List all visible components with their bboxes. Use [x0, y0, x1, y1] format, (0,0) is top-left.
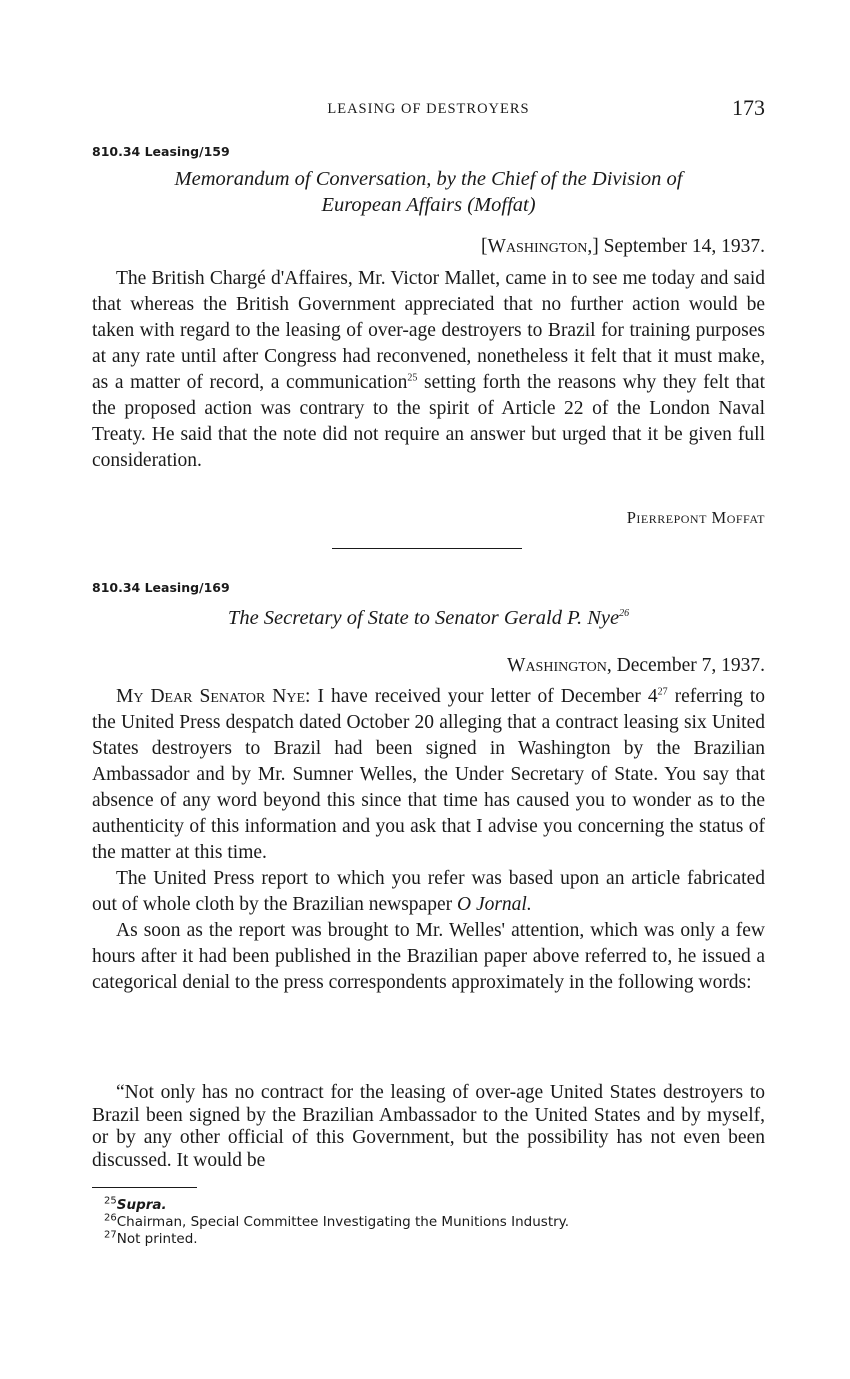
page-number: 173	[732, 95, 765, 120]
paragraph-text: referring to the United Press despatch dated October 20 alleging that a contract leasing six United States destroyers to Brazil had been signed in Washington by the Brazilian Ambassador and by Mr. Sumner Welles, the Under Secretary of State. You say that absence of any word beyond this since that time has caused you to wonder as to the authenticity of this information and you ask that I advise you concerning the status of the matter at this time.	[92, 686, 766, 863]
dateline-place: Washington,	[507, 655, 612, 676]
file-reference-1: 810.34 Leasing/159	[92, 144, 230, 159]
dateline-2	[507, 655, 765, 677]
dateline-date: September 14, 1937.	[598, 236, 765, 257]
document-title-1	[92, 166, 765, 218]
signature: Pierrepont Moffat	[626, 508, 765, 527]
footnotes	[92, 1197, 765, 1248]
page-header	[92, 95, 765, 125]
footnote-text: Supra.	[116, 1197, 167, 1213]
footnote	[104, 1214, 765, 1231]
paragraph	[92, 684, 765, 866]
title-line-2: European Affairs (Moffat)	[321, 194, 536, 216]
document-title-2	[92, 605, 765, 631]
newspaper-name: O Jornal.	[456, 894, 532, 915]
footnote-number: 25	[104, 1195, 117, 1207]
salutation: My Dear Senator Nye:	[116, 686, 311, 707]
paragraph-text: As soon as the report was brought to Mr. Welles' attention, which was only a few hours after it had been published in the Brazilian paper above referred to, he issued a categorical denial to the press correspondents approximately in the following words:	[92, 920, 765, 993]
footnote-text: Chairman, Special Committee Investigating the Munitions Industry.	[116, 1214, 570, 1230]
dateline-date: December 7, 1937.	[611, 655, 765, 676]
dateline-place: [Washington,]	[481, 236, 599, 257]
paragraph-text: The British Chargé d'Affaires, Mr. Victor Mallet, came in to see me today and said that whereas the British Government appreciated that no further action would be taken with regard to the leasing of over-age destroyers to Brazil for training purposes at any rate until after Congress had reconvened, nonetheless it felt that it must make, as a matter of record, a communication	[92, 268, 765, 393]
footnote-ref: 26	[619, 608, 630, 620]
footnote-text: Not printed.	[116, 1231, 198, 1247]
file-reference-2: 810.34 Leasing/169	[92, 580, 230, 595]
footnote-number: 26	[104, 1212, 117, 1224]
paragraph	[92, 866, 765, 918]
paragraph-text: I have received your letter of December 4	[310, 686, 658, 707]
footnote-ref: 25	[407, 372, 418, 384]
footnote	[104, 1231, 765, 1248]
memorandum-body	[92, 266, 765, 474]
footnote-number: 27	[104, 1229, 117, 1241]
paragraph	[92, 918, 765, 996]
title-line-1: Memorandum of Conversation, by the Chief of the Division of	[174, 168, 683, 190]
dateline-1	[481, 236, 765, 258]
footnote-ref: 27	[657, 686, 668, 698]
section-divider	[332, 548, 522, 549]
title-text: The Secretary of State to Senator Gerald P. Nye	[227, 607, 620, 629]
paragraph-text: setting forth the reasons why they felt that the proposed action was contrary to the spirit of Article 22 of the London Naval Treaty. He said that the note did not require an answer but urged that it be given full consideration.	[92, 372, 765, 471]
paragraph	[92, 266, 765, 474]
running-title: LEASING OF DESTROYERS	[327, 101, 530, 117]
quote-paragraph: “Not only has no contract for the leasing of over-age United States destroyers to Brazil been signed by the Brazilian Ambassador to the United States and by myself, or by any other official of this Government, but the possibility has not even been discussed. It would be	[92, 1082, 765, 1171]
paragraph-text: The United Press report to which you refer was based upon an article fabricated out of whole cloth by the Brazilian newspaper	[92, 868, 765, 915]
quoted-statement	[92, 1082, 765, 1172]
letter-body	[92, 684, 765, 996]
footnote-divider	[92, 1187, 197, 1188]
footnote	[104, 1197, 765, 1214]
